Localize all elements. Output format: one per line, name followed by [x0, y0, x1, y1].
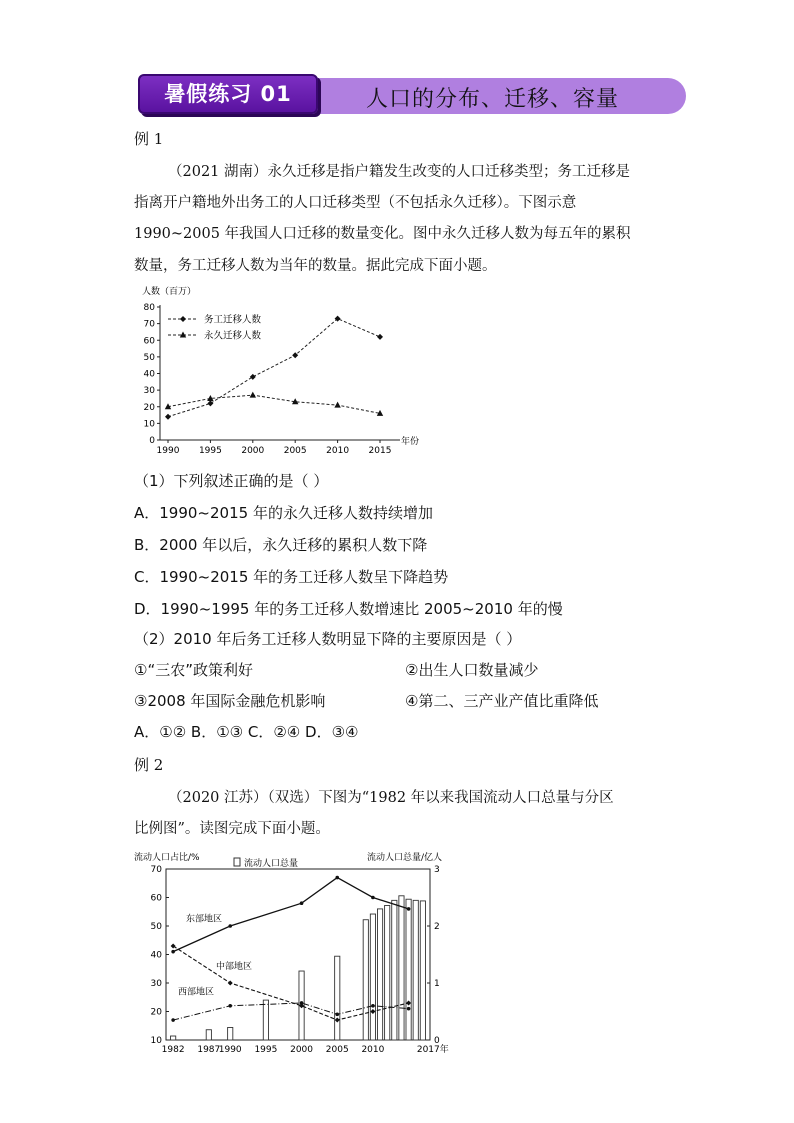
q2-item-2: ②出生人口数量减少 — [405, 661, 539, 679]
example-1-label: 例 1 — [134, 130, 164, 148]
q2-item-4: ④第二、三产业产值比重降低 — [405, 692, 599, 710]
page-title: 人口的分布、迁移、容量 — [366, 87, 620, 112]
floating-population-chart — [134, 846, 454, 1060]
q2-answer-options: A．①② B．①③ C．②④ D．③④ — [134, 723, 359, 741]
x-tick-label: 2005 — [283, 446, 307, 456]
ex1-line-4: 数量，务工迁移人数为当年的数量。据此完成下面小题。 — [134, 258, 497, 274]
left-tick-label: 40 — [150, 950, 162, 961]
data-point — [165, 414, 171, 420]
region-point — [171, 1018, 175, 1022]
population-bar — [263, 1000, 268, 1040]
y-tick-label: 50 — [143, 352, 155, 363]
x-tick-label: 1990 — [218, 1045, 242, 1055]
ex1-line-1: （2021 湖南）永久迁移是指户籍发生改变的人口迁移类型；务工迁移是 — [168, 164, 631, 180]
left-tick-label: 50 — [150, 922, 162, 932]
ex2-line-2: 比例图”。读图完成下面小题。 — [134, 821, 330, 837]
population-bar — [385, 905, 390, 1040]
ex1-line-3: 1990~2005 年我国人口迁移的数量变化。图中永久迁移人数为每五年的累积 — [134, 226, 631, 242]
region-point — [371, 1004, 375, 1008]
population-bar — [406, 899, 411, 1040]
population-bar — [370, 914, 375, 1040]
population-bar — [206, 1030, 211, 1040]
legend-bar-swatch — [234, 858, 240, 866]
x-tick-label: 2005 — [325, 1045, 349, 1055]
east-region-label: 东部地区 — [186, 914, 223, 925]
legend-label: 永久迁移人数 — [204, 330, 262, 342]
y-tick-label: 0 — [149, 436, 155, 446]
q1-option-d: D．1990~1995 年的务工迁移人数增速比 2005~2010 年的慢 — [134, 600, 563, 618]
west-region-label: 西部地区 — [178, 987, 215, 998]
population-bar — [377, 909, 382, 1040]
y-tick-label: 60 — [143, 336, 155, 347]
exercise-badge: 暑假练习 01 — [138, 74, 318, 114]
data-point — [207, 400, 213, 406]
right-tick-label: 2 — [434, 922, 440, 932]
x-tick-label: 1995 — [254, 1045, 278, 1055]
right-tick-label: 3 — [434, 865, 440, 875]
population-bar — [399, 896, 404, 1040]
data-point — [250, 392, 256, 398]
region-point — [335, 876, 339, 880]
region-point — [335, 1013, 339, 1017]
right-tick-label: 0 — [434, 1036, 440, 1046]
region-point — [228, 981, 233, 986]
x-axis-label: 年份 — [401, 437, 420, 447]
q2-item-3: ③2008 年国际金融危机影响 — [134, 692, 326, 710]
y-tick-label: 20 — [143, 402, 155, 413]
region-point — [407, 1007, 411, 1011]
section-header — [138, 74, 688, 116]
region-point — [300, 1001, 304, 1005]
x-tick-label: 2010 — [361, 1045, 385, 1055]
data-point — [334, 402, 340, 408]
legend-label: 务工迁移人数 — [204, 314, 262, 326]
question-1: （1）下列叙述正确的是（ ） — [134, 472, 329, 490]
region-point — [228, 924, 232, 928]
population-bar — [420, 901, 425, 1040]
x-tick-label: 2010 — [326, 446, 350, 456]
region-point — [300, 901, 304, 905]
legend-bar-label: 流动人口总量 — [244, 859, 299, 869]
y-tick-label: 10 — [143, 419, 155, 430]
x-tick-label: 1982 — [161, 1045, 185, 1055]
x-tick-label: 1995 — [198, 446, 222, 456]
ex1-line-2: 指离开户籍地外出务工的人口迁移类型（不包括永久迁移）。下图示意 — [134, 195, 577, 211]
series-line-1 — [168, 319, 380, 417]
plot-frame — [166, 869, 430, 1040]
region-point — [171, 950, 175, 954]
x-tick-label: 1990 — [156, 446, 180, 456]
q1-option-a: A．1990~2015 年的永久迁移人数持续增加 — [134, 504, 433, 522]
region-point — [228, 1004, 232, 1008]
population-bar — [335, 956, 340, 1040]
q1-option-c: C．1990~2015 年的务工迁移人数呈下降趋势 — [134, 568, 449, 586]
migration-line-chart — [138, 283, 438, 463]
y-axis-label: 人数（百万） — [142, 287, 197, 297]
y-tick-label: 80 — [143, 303, 155, 313]
q1-option-b: B．2000 年以后，永久迁移的累积人数下降 — [134, 536, 428, 554]
left-tick-label: 10 — [150, 1036, 162, 1046]
series-line-2 — [168, 395, 380, 413]
legend-marker — [180, 316, 186, 322]
left-tick-label: 70 — [150, 865, 162, 875]
data-point — [250, 374, 256, 380]
right-tick-label: 1 — [434, 979, 440, 989]
x-tick-label: 2015 — [368, 446, 392, 456]
x-tick-label: 2000 — [290, 1045, 314, 1055]
x-tick-label: 1987 — [197, 1045, 221, 1055]
population-bar — [413, 900, 418, 1040]
example-2-label: 例 2 — [134, 756, 164, 774]
central-region-label: 中部地区 — [216, 961, 253, 972]
y-tick-label: 30 — [143, 386, 155, 397]
region-point — [371, 896, 375, 900]
population-bar — [228, 1027, 233, 1040]
left-tick-label: 60 — [150, 893, 162, 904]
left-tick-label: 30 — [150, 979, 162, 989]
population-bar — [363, 920, 368, 1040]
population-bar — [392, 900, 397, 1040]
y-tick-label: 40 — [143, 369, 155, 380]
ex2-line-1: （2020 江苏）（双选）下图为“1982 年以来我国流动人口总量与分区 — [168, 790, 614, 806]
region-point — [407, 907, 411, 911]
right-axis-label: 流动人口总量/亿人 — [366, 853, 442, 863]
population-bar — [171, 1036, 176, 1040]
left-tick-label: 20 — [150, 1007, 162, 1018]
y-tick-label: 70 — [143, 319, 155, 330]
q2-item-1: ①“三农”政策利好 — [134, 661, 253, 679]
x-tick-label: 2017年 — [416, 1045, 449, 1055]
question-2: （2）2010 年后务工迁移人数明显下降的主要原因是（ ） — [134, 630, 522, 648]
x-tick-label: 2000 — [241, 446, 265, 456]
data-point — [377, 334, 383, 340]
left-axis-label: 流动人口占比/% — [134, 853, 200, 863]
